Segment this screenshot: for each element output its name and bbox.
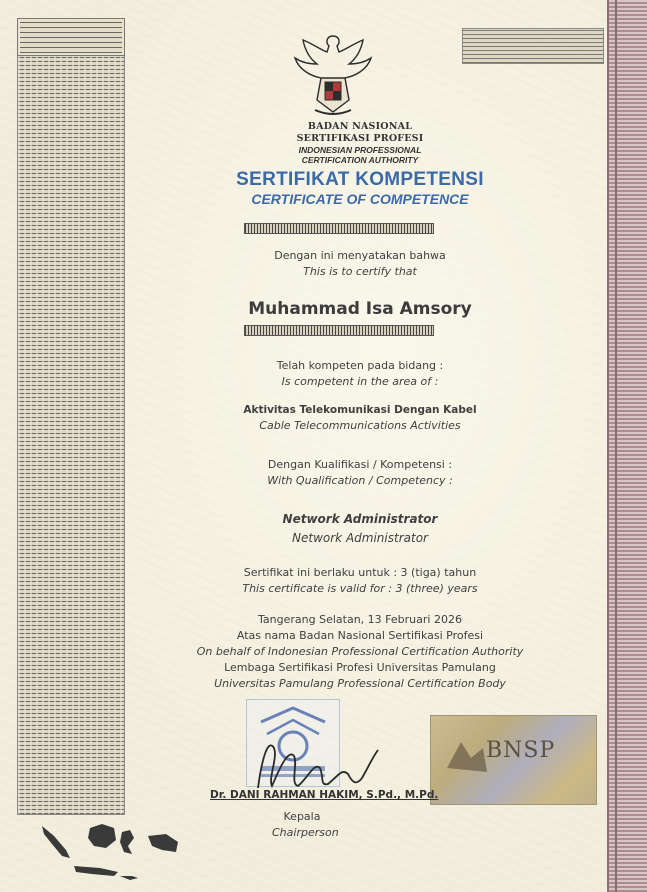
area-block	[130, 402, 590, 434]
issue-block	[130, 612, 590, 692]
certificate-title-id: SERTIFIKAT KOMPETENSI	[236, 169, 484, 190]
competent-id: Telah kompeten pada bidang :	[276, 359, 444, 372]
issue-behalf-id: Atas nama Badan Nasional Sertifikasi Profesi	[236, 629, 484, 642]
issue-body-en: Universitas Pamulang Professional Certification Body	[214, 677, 506, 690]
top-right-security-band	[462, 28, 604, 64]
holder-name-block	[130, 299, 590, 319]
issue-body-id: Lembaga Sertifikasi Profesi Universitas Pamulang	[224, 661, 496, 674]
validity-id: Sertifikat ini berlaku untuk : 3 (tiga) tahun	[243, 566, 477, 579]
qualification-id: Network Administrator	[282, 512, 438, 526]
issuer-block	[130, 121, 590, 165]
security-strip-2	[244, 325, 434, 336]
title-block	[130, 169, 590, 207]
certify-id: Dengan ini menyatakan bahwa	[274, 249, 446, 262]
competent-en: Is competent in the area of :	[281, 375, 439, 388]
qualification-en: Network Administrator	[292, 531, 428, 545]
certificate-title-en: CERTIFICATE OF COMPETENCE	[251, 191, 469, 207]
certify-en: This is to certify that	[303, 265, 417, 278]
qualification-label-block	[130, 457, 590, 489]
signatory-role-en: Chairperson	[272, 826, 339, 839]
qualification-label-en: With Qualification / Competency :	[267, 474, 453, 487]
issuer-name-en-line1: INDONESIAN PROFESSIONAL	[298, 145, 422, 155]
certify-block	[130, 248, 590, 280]
holder-name: Muhammad Isa Amsory	[248, 299, 472, 319]
bnsp-seal-text: BNSP	[486, 738, 556, 763]
qualification-block	[130, 510, 590, 548]
left-security-band	[17, 18, 125, 815]
right-security-border	[607, 0, 647, 892]
signature-icon	[238, 728, 398, 798]
issue-behalf-en: On behalf of Indonesian Professional Certification Authority	[196, 645, 524, 658]
signatory-role-id: Kepala	[283, 810, 321, 823]
indonesia-map-icon	[40, 806, 180, 886]
qualification-label-id: Dengan Kualifikasi / Kompetensi :	[267, 458, 453, 471]
top-left-security-band	[17, 18, 125, 56]
issuer-name-id-line1: BADAN NASIONAL	[307, 121, 413, 132]
validity-en: This certificate is valid for : 3 (three) years	[242, 582, 478, 595]
issuer-name-en-line2: CERTIFICATION AUTHORITY	[301, 155, 419, 165]
bnsp-hologram-seal-icon	[430, 715, 597, 805]
issue-place-date: Tangerang Selatan, 13 Februari 2026	[258, 613, 462, 626]
validity-block	[130, 565, 590, 597]
area-en: Cable Telecommunications Activities	[259, 419, 461, 432]
signatory-name: Dr. DANI RAHMAN HAKIM, S.Pd., M.Pd.	[210, 789, 439, 801]
security-strip-1	[244, 223, 434, 234]
signatory-role-block	[272, 809, 339, 841]
garuda-emblem-icon	[287, 30, 379, 118]
competent-block	[130, 358, 590, 390]
issuer-name-id-line2: SERTIFIKASI PROFESI	[296, 133, 424, 144]
area-id: Aktivitas Telekomunikasi Dengan Kabel	[243, 404, 477, 416]
